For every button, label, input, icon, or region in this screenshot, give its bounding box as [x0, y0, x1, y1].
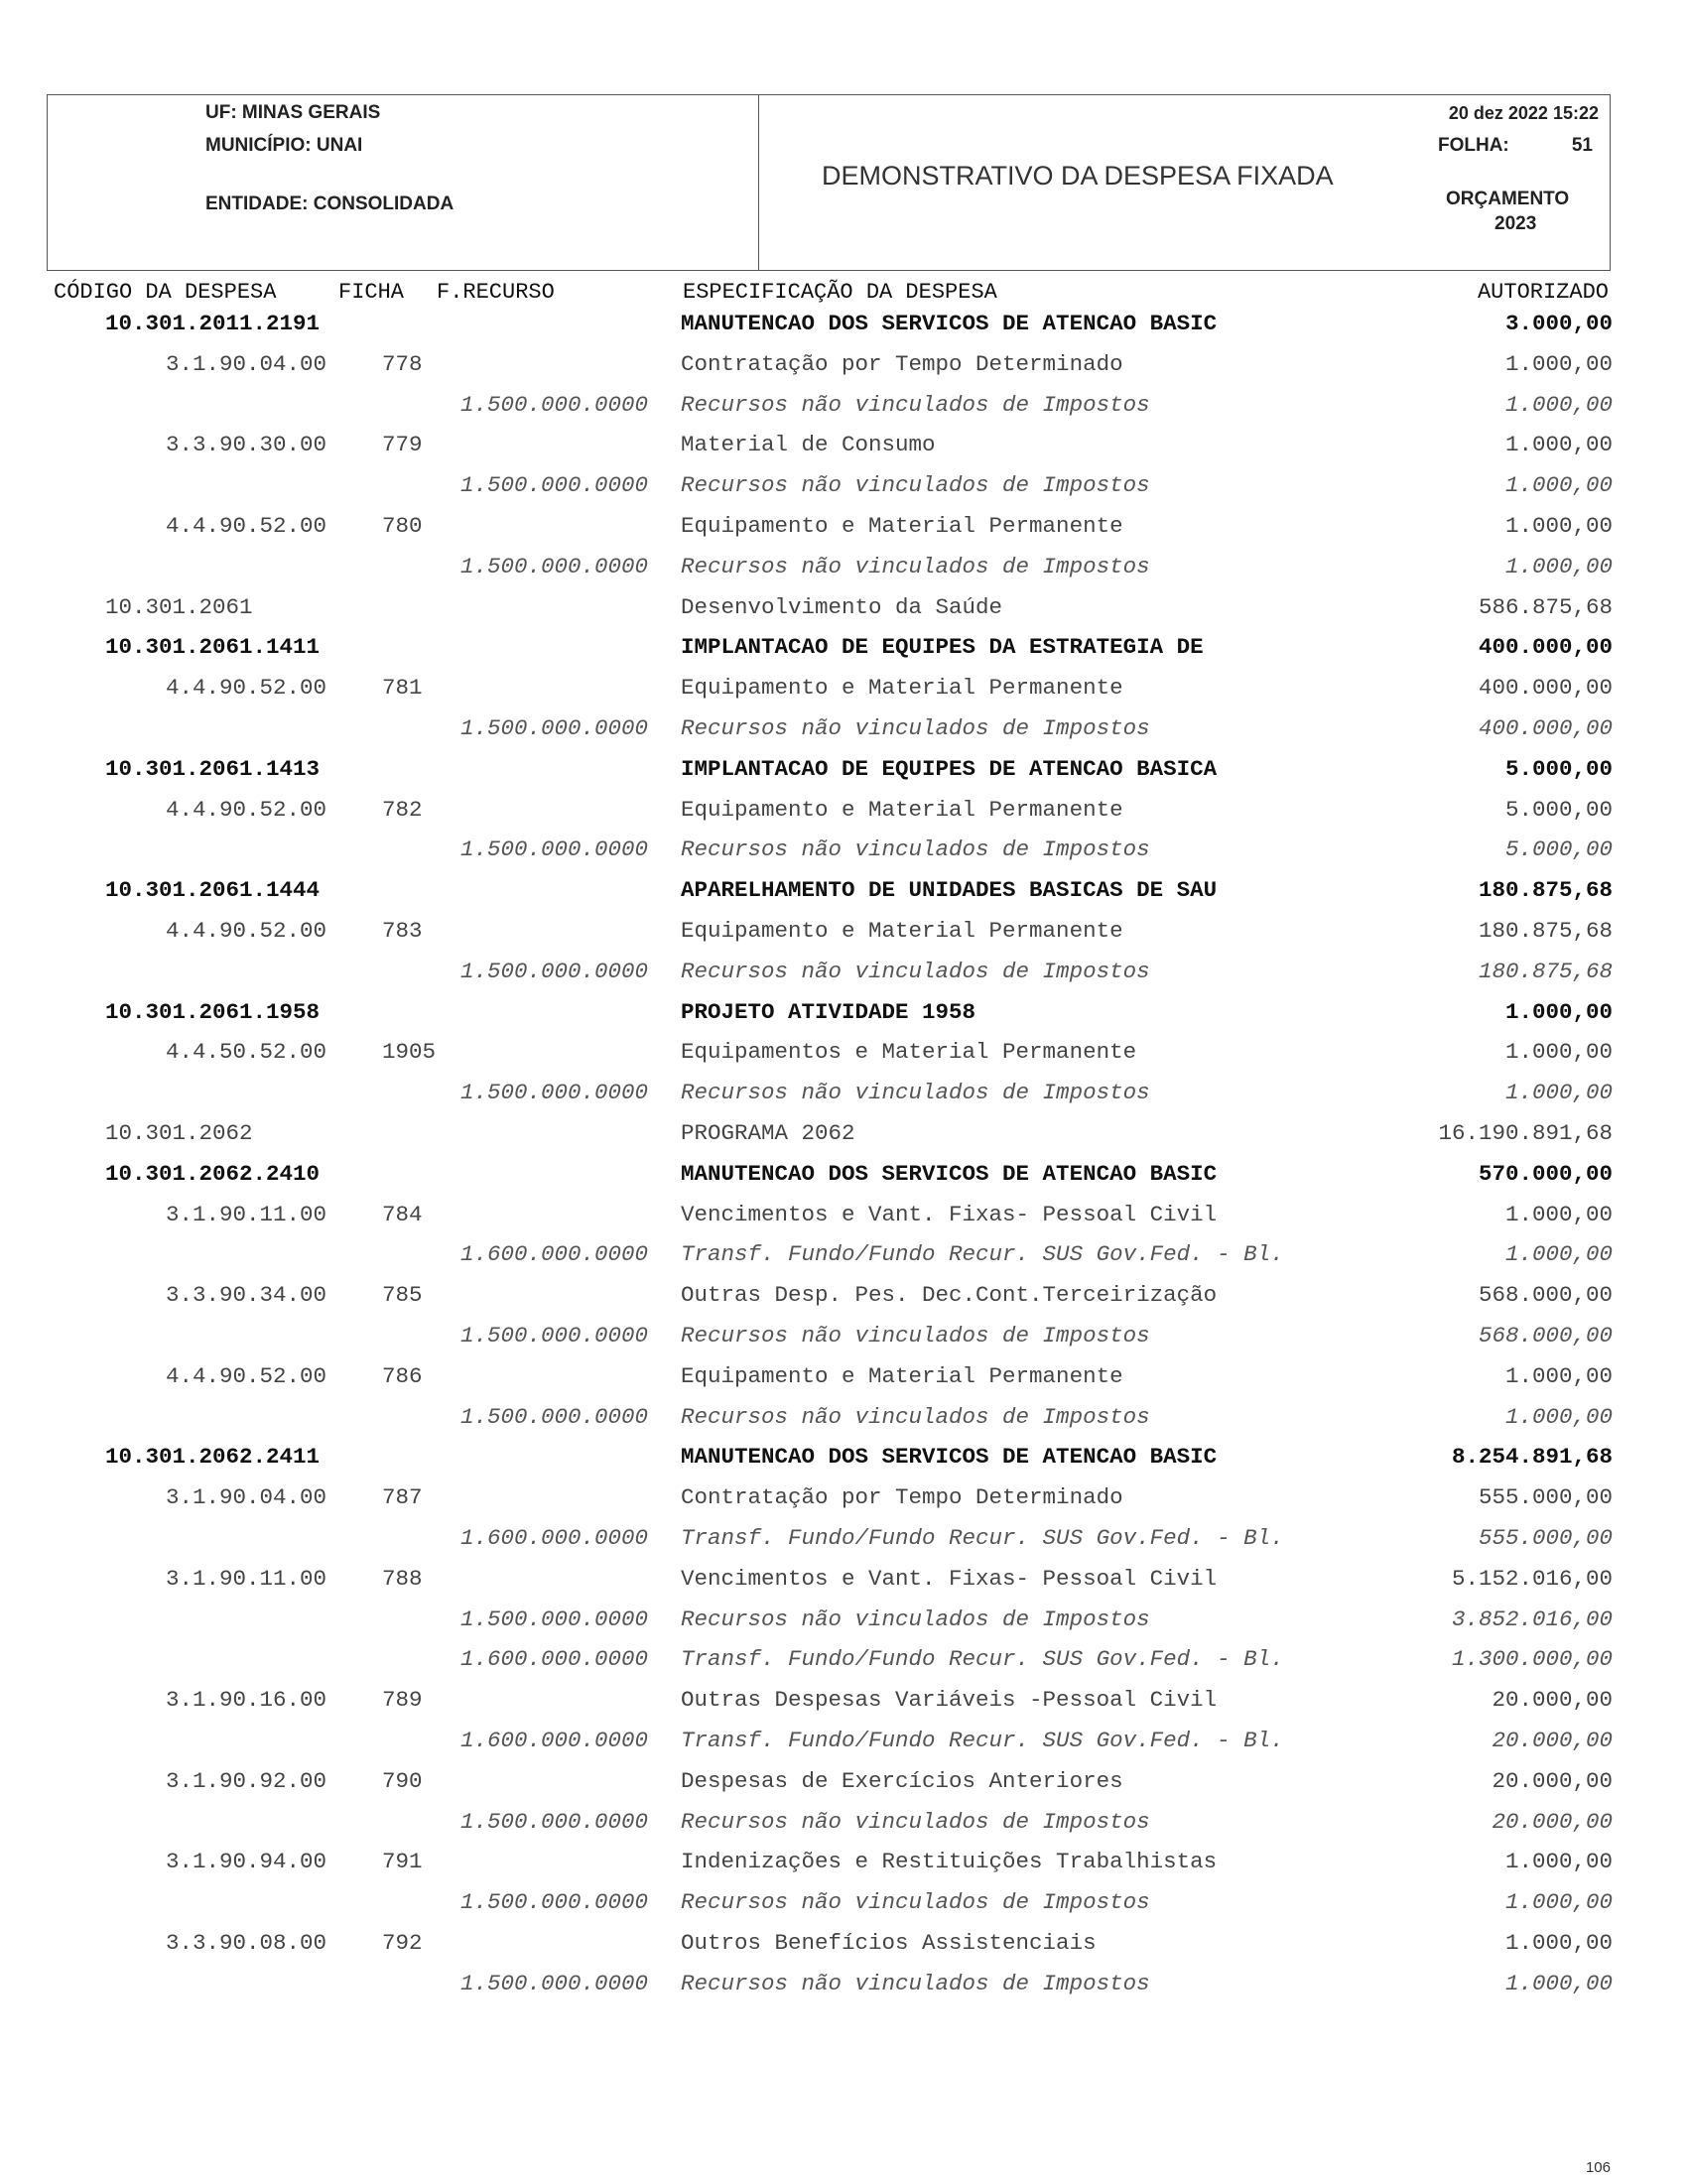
recurso-code: 1.500.000.0000 — [460, 1080, 649, 1106]
recurso-code: 1.500.000.0000 — [460, 958, 649, 984]
expense-description: Recursos não vinculados de Impostos — [681, 1080, 1150, 1106]
expense-code: 3.1.90.94.00 — [166, 1849, 327, 1875]
authorized-value: 1.000,00 — [1504, 1201, 1613, 1227]
table-row — [0, 1482, 1688, 1512]
authorized-value: 5.152.016,00 — [1451, 1565, 1613, 1592]
table-row — [0, 1766, 1688, 1796]
expense-description: Transf. Fundo/Fundo Recur. SUS Gov.Fed. - Bl. — [681, 1646, 1284, 1673]
expense-code: 3.1.90.16.00 — [166, 1687, 327, 1714]
expense-description: PROJETO ATIVIDADE 1958 — [681, 998, 976, 1025]
table-row — [0, 1280, 1688, 1310]
table-row — [0, 997, 1688, 1027]
expense-description: Equipamento e Material Permanente — [681, 796, 1123, 823]
expense-code: 10.301.2011.2191 — [105, 311, 321, 336]
ficha-number: 781 — [382, 675, 423, 702]
expense-code: 3.1.90.04.00 — [166, 1484, 327, 1511]
expense-code: 3.1.90.04.00 — [166, 350, 327, 377]
orcamento-year: 2023 — [1494, 213, 1537, 234]
column-header-autorizado: AUTORIZADO — [1477, 280, 1609, 305]
expense-description: Contratação por Tempo Determinado — [681, 350, 1123, 377]
expense-code: 10.301.2061.1413 — [105, 755, 321, 782]
table-row — [0, 835, 1688, 864]
expense-description: Recursos não vinculados de Impostos — [681, 1808, 1150, 1835]
expense-description: Recursos não vinculados de Impostos — [681, 836, 1150, 863]
expense-description: Transf. Fundo/Fundo Recur. SUS Gov.Fed. - Bl. — [681, 1241, 1284, 1268]
expense-description: Recursos não vinculados de Impostos — [681, 553, 1150, 579]
authorized-value: 3.000,00 — [1504, 311, 1613, 336]
expense-description: Transf. Fundo/Fundo Recur. SUS Gov.Fed. - Bl. — [681, 1525, 1284, 1551]
ficha-number: 787 — [382, 1484, 423, 1511]
expense-code: 3.3.90.34.00 — [166, 1282, 327, 1309]
expense-description: Equipamentos e Material Permanente — [681, 1039, 1137, 1066]
authorized-value: 1.000,00 — [1504, 1889, 1613, 1916]
ficha-number: 789 — [382, 1687, 423, 1714]
authorized-value: 400.000,00 — [1478, 634, 1613, 661]
authorized-value: 555.000,00 — [1478, 1525, 1613, 1551]
authorized-value: 5.000,00 — [1504, 755, 1613, 782]
ficha-number: 788 — [382, 1565, 423, 1592]
table-row — [0, 1037, 1688, 1067]
expense-description: MANUTENCAO DOS SERVICOS DE ATENCAO BASIC — [681, 1444, 1218, 1471]
expense-description: Recursos não vinculados de Impostos — [681, 715, 1150, 741]
table-row — [0, 1200, 1688, 1229]
authorized-value: 20.000,00 — [1492, 1767, 1613, 1794]
table-row — [0, 470, 1688, 500]
authorized-value: 3.852.016,00 — [1451, 1606, 1613, 1632]
datetime-label: 20 dez 2022 15:22 — [1448, 103, 1599, 123]
expense-description: IMPLANTACAO DE EQUIPES DE ATENCAO BASICA — [681, 755, 1218, 782]
table-row — [0, 1807, 1688, 1837]
authorized-value: 16.190.891,68 — [1438, 1120, 1613, 1146]
authorized-value: 1.000,00 — [1504, 1930, 1613, 1956]
table-row — [0, 1118, 1688, 1148]
folha-label: FOLHA: — [1438, 135, 1509, 156]
table-row — [0, 1928, 1688, 1958]
expense-code: 10.301.2062 — [105, 1120, 253, 1146]
expense-code: 10.301.2061 — [105, 593, 253, 620]
expense-description: MANUTENCAO DOS SERVICOS DE ATENCAO BASIC — [681, 1160, 1218, 1187]
authorized-value: 180.875,68 — [1478, 918, 1613, 944]
table-row — [0, 1159, 1688, 1189]
authorized-value: 5.000,00 — [1504, 836, 1613, 863]
table-row — [0, 552, 1688, 581]
authorized-value: 1.300.000,00 — [1451, 1646, 1613, 1673]
expense-description: PROGRAMA 2062 — [681, 1120, 855, 1146]
ficha-number: 786 — [382, 1362, 423, 1389]
expense-code: 4.4.90.52.00 — [166, 1362, 327, 1389]
table-row — [0, 673, 1688, 703]
folha-value: 51 — [1571, 135, 1593, 156]
expense-description: IMPLANTACAO DE EQUIPES DA ESTRATEGIA DE — [681, 634, 1204, 661]
table-row — [0, 309, 1688, 338]
expense-description: Outras Despesas Variáveis -Pessoal Civil — [681, 1687, 1218, 1714]
table-row — [0, 430, 1688, 459]
authorized-value: 20.000,00 — [1492, 1687, 1613, 1714]
authorized-value: 20.000,00 — [1492, 1728, 1613, 1753]
expense-description: Transf. Fundo/Fundo Recur. SUS Gov.Fed. - Bl. — [681, 1728, 1284, 1753]
ficha-number: 778 — [382, 350, 423, 377]
table-row — [0, 1361, 1688, 1391]
expense-description: Recursos não vinculados de Impostos — [681, 391, 1150, 418]
table-row — [0, 1847, 1688, 1876]
table-row — [0, 1685, 1688, 1715]
table-row — [0, 1442, 1688, 1472]
expense-code: 3.3.90.08.00 — [166, 1930, 327, 1956]
page-title: DEMONSTRATIVO DA DESPESA FIXADA — [822, 161, 1334, 191]
ficha-number: 782 — [382, 796, 423, 823]
table-row — [0, 632, 1688, 662]
municipio-label: MUNICÍPIO: UNAI — [205, 135, 363, 156]
ficha-number: 790 — [382, 1767, 423, 1794]
column-header-codigo: CÓDIGO DA DESPESA — [54, 280, 277, 305]
expense-description: Vencimentos e Vant. Fixas- Pessoal Civil — [681, 1565, 1218, 1592]
expense-description: Recursos não vinculados de Impostos — [681, 472, 1150, 499]
recurso-code: 1.500.000.0000 — [460, 1323, 649, 1349]
expense-description: Recursos não vinculados de Impostos — [681, 1606, 1150, 1632]
authorized-value: 180.875,68 — [1478, 877, 1613, 904]
table-row — [0, 1523, 1688, 1553]
expense-description: Recursos não vinculados de Impostos — [681, 1403, 1150, 1430]
recurso-code: 1.500.000.0000 — [460, 553, 649, 579]
authorized-value: 1.000,00 — [1504, 998, 1613, 1025]
authorized-value: 1.000,00 — [1504, 350, 1613, 377]
expense-description: Material de Consumo — [681, 432, 936, 458]
recurso-code: 1.600.000.0000 — [460, 1241, 649, 1268]
table-row — [0, 592, 1688, 622]
table-row — [0, 1969, 1688, 1998]
authorized-value: 1.000,00 — [1504, 472, 1613, 499]
authorized-value: 1.000,00 — [1504, 432, 1613, 458]
authorized-value: 1.000,00 — [1504, 1970, 1613, 1996]
column-header-ficha: FICHA — [338, 280, 405, 305]
table-row — [0, 390, 1688, 420]
authorized-value: 20.000,00 — [1492, 1808, 1613, 1835]
ficha-number: 779 — [382, 432, 423, 458]
authorized-value: 570.000,00 — [1478, 1160, 1613, 1187]
table-row — [0, 1078, 1688, 1107]
expense-code: 3.3.90.30.00 — [166, 432, 327, 458]
recurso-code: 1.500.000.0000 — [460, 836, 649, 863]
expense-code: 4.4.90.52.00 — [166, 675, 327, 702]
header-divider — [758, 94, 759, 271]
table-row — [0, 754, 1688, 784]
ficha-number: 785 — [382, 1282, 423, 1309]
authorized-value: 1.000,00 — [1504, 1241, 1613, 1268]
recurso-code: 1.600.000.0000 — [460, 1525, 649, 1551]
recurso-code: 1.600.000.0000 — [460, 1646, 649, 1673]
expense-code: 10.301.2061.1444 — [105, 877, 321, 904]
authorized-value: 400.000,00 — [1478, 715, 1613, 741]
ficha-number: 792 — [382, 1930, 423, 1956]
recurso-code: 1.600.000.0000 — [460, 1728, 649, 1753]
expense-code: 10.301.2061.1411 — [105, 634, 321, 661]
authorized-value: 1.000,00 — [1504, 1849, 1613, 1875]
expense-description: Recursos não vinculados de Impostos — [681, 1970, 1150, 1996]
authorized-value: 1.000,00 — [1504, 1039, 1613, 1066]
authorized-value: 568.000,00 — [1478, 1323, 1613, 1349]
table-row — [0, 795, 1688, 825]
authorized-value: 180.875,68 — [1478, 958, 1613, 984]
ficha-number: 783 — [382, 918, 423, 944]
expense-description: Vencimentos e Vant. Fixas- Pessoal Civil — [681, 1201, 1218, 1227]
expense-description: MANUTENCAO DOS SERVICOS DE ATENCAO BASIC — [681, 311, 1218, 336]
orcamento-label: ORÇAMENTO — [1446, 189, 1570, 209]
table-row — [0, 511, 1688, 541]
expense-description: Contratação por Tempo Determinado — [681, 1484, 1123, 1511]
expense-code: 4.4.50.52.00 — [166, 1039, 327, 1066]
column-header-especificacao: ESPECIFICAÇÃO DA DESPESA — [683, 280, 997, 305]
entidade-label: ENTIDADE: CONSOLIDADA — [205, 193, 454, 214]
expense-description: APARELHAMENTO DE UNIDADES BASICAS DE SAU — [681, 877, 1218, 904]
expense-code: 3.1.90.92.00 — [166, 1767, 327, 1794]
expense-code: 10.301.2061.1958 — [105, 998, 321, 1025]
authorized-value: 568.000,00 — [1478, 1282, 1613, 1309]
expense-description: Recursos não vinculados de Impostos — [681, 1323, 1150, 1349]
expense-code: 4.4.90.52.00 — [166, 796, 327, 823]
authorized-value: 1.000,00 — [1504, 1403, 1613, 1430]
expense-code: 4.4.90.52.00 — [166, 918, 327, 944]
authorized-value: 586.875,68 — [1478, 593, 1613, 620]
recurso-code: 1.500.000.0000 — [460, 1970, 649, 1996]
ficha-number: 780 — [382, 513, 423, 539]
table-row — [0, 957, 1688, 986]
expense-code: 3.1.90.11.00 — [166, 1565, 327, 1592]
ficha-number: 791 — [382, 1849, 423, 1875]
authorized-value: 8.254.891,68 — [1451, 1444, 1613, 1471]
table-row — [0, 875, 1688, 905]
recurso-code: 1.500.000.0000 — [460, 715, 649, 741]
expense-description: Equipamento e Material Permanente — [681, 675, 1123, 702]
expense-description: Recursos não vinculados de Impostos — [681, 1889, 1150, 1916]
expense-description: Equipamento e Material Permanente — [681, 513, 1123, 539]
expense-code: 4.4.90.52.00 — [166, 513, 327, 539]
expense-code: 10.301.2062.2411 — [105, 1444, 321, 1471]
table-row — [0, 1239, 1688, 1269]
expense-description: Desenvolvimento da Saúde — [681, 593, 1003, 620]
table-row — [0, 349, 1688, 379]
table-row — [0, 1605, 1688, 1634]
expense-description: Despesas de Exercícios Anteriores — [681, 1767, 1123, 1794]
table-row — [0, 916, 1688, 946]
table-row — [0, 1887, 1688, 1917]
expense-description: Equipamento e Material Permanente — [681, 1362, 1123, 1389]
authorized-value: 1.000,00 — [1504, 1362, 1613, 1389]
table-row — [0, 1402, 1688, 1432]
table-row — [0, 1644, 1688, 1674]
expense-code: 10.301.2062.2410 — [105, 1160, 321, 1187]
recurso-code: 1.500.000.0000 — [460, 1403, 649, 1430]
table-row — [0, 1726, 1688, 1755]
authorized-value: 555.000,00 — [1478, 1484, 1613, 1511]
recurso-code: 1.500.000.0000 — [460, 1808, 649, 1835]
authorized-value: 1.000,00 — [1504, 553, 1613, 579]
ficha-number: 1905 — [382, 1039, 437, 1066]
authorized-value: 1.000,00 — [1504, 513, 1613, 539]
expense-description: Recursos não vinculados de Impostos — [681, 958, 1150, 984]
column-header-recurso: F.RECURSO — [437, 280, 555, 305]
expense-description: Indenizações e Restituições Trabalhistas — [681, 1849, 1218, 1875]
authorized-value: 1.000,00 — [1504, 391, 1613, 418]
expense-description: Outros Benefícios Assistenciais — [681, 1930, 1097, 1956]
recurso-code: 1.500.000.0000 — [460, 391, 649, 418]
table-row — [0, 1564, 1688, 1594]
expense-code: 3.1.90.11.00 — [166, 1201, 327, 1227]
expense-description: Outras Desp. Pes. Dec.Cont.Terceirização — [681, 1282, 1218, 1309]
uf-label: UF: MINAS GERAIS — [205, 102, 381, 123]
page-number: 106 — [1585, 2159, 1611, 2176]
expense-description: Equipamento e Material Permanente — [681, 918, 1123, 944]
authorized-value: 400.000,00 — [1478, 675, 1613, 702]
recurso-code: 1.500.000.0000 — [460, 1606, 649, 1632]
recurso-code: 1.500.000.0000 — [460, 472, 649, 499]
table-row — [0, 1321, 1688, 1350]
ficha-number: 784 — [382, 1201, 423, 1227]
table-row — [0, 713, 1688, 743]
recurso-code: 1.500.000.0000 — [460, 1889, 649, 1916]
authorized-value: 1.000,00 — [1504, 1080, 1613, 1106]
authorized-value: 5.000,00 — [1504, 796, 1613, 823]
